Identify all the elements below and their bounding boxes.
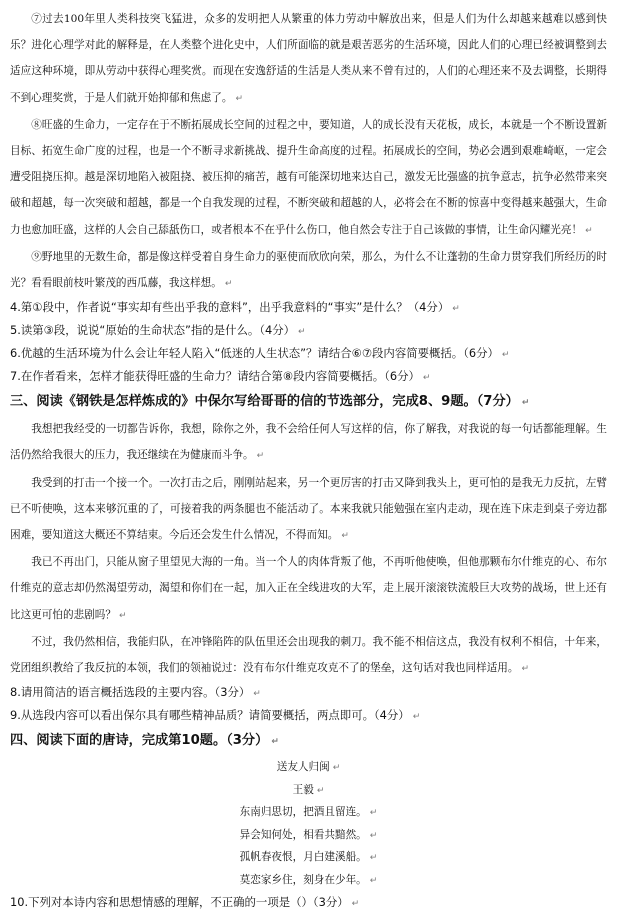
poem-line: 东南归思切，把酒且留连。 ↵ xyxy=(239,806,378,819)
paragraph-mark-icon: ↵ xyxy=(332,763,341,774)
question-9: 9.从选段内容可以看出保尔具有哪些精神品质？请简要概括，两点即可。（4分） ↵ xyxy=(10,708,421,723)
section-3-heading: 三、阅读《钢铁是怎样炼成的》中保尔写给哥哥的信的节选部分，完成8、9题。（7分） ↵ xyxy=(10,394,530,410)
question-4: 4.第①段中，作者说“事实却有些出乎我的意料”，出乎我意料的“事实”是什么？（4分） ↵ xyxy=(10,300,460,315)
poem-line: 孤帆春夜恨，月白建溪船。 ↵ xyxy=(239,851,378,864)
poem-title: 送友人归闽 ↵ xyxy=(276,761,341,774)
paragraph-mark-icon: ↵ xyxy=(351,899,360,910)
paragraph-mark-icon: ↵ xyxy=(521,664,530,675)
question-10: 10.下列对本诗内容和思想情感的理解，不正确的一项是（）（3分） ↵ xyxy=(10,895,360,910)
paragraph-mark-icon: ↵ xyxy=(585,225,593,236)
paragraph-mark-icon: ↵ xyxy=(369,830,378,841)
poem-line: 异会知何处，相看共黯然。 ↵ xyxy=(239,828,378,841)
passage-paragraph-9: ⑨野地里的无数生命，都是像这样受着自身生命力的驱使而欣欣向荣，那么，为什么不让蓬勃的生命力贯穿我们所经历的时光？看看眼前枝叶繁茂的西瓜藤，我这样想。 ↵ xyxy=(10,250,607,290)
paragraph-mark-icon: ↵ xyxy=(271,737,279,748)
paragraph-mark-icon: ↵ xyxy=(256,451,265,462)
question-6: 6.优越的生活环境为什么会让年轻人陷入“低迷的人生状态”？请结合⑥⑦段内容简要概括。（6分） ↵ xyxy=(10,346,510,361)
paragraph-mark-icon: ↵ xyxy=(369,875,378,886)
passage-paragraph-8: ⑧旺盛的生命力，一定存在于不断拓展成长空间的过程之中，要知道，人的成长没有天花板，成长，本就是一个不断设置新目标、拓宽生命广度的过程，也是一个不断寻求新挑战、提升生命高度的过程。拓展成长的空间，势必会遇到艰难崎岖，一定会遭受阻挠压抑。越是深切地陷入被阻挠、被压抑的痛苦，越有可能深切地来达自己，激发无比强盛的抗争意志，抗争必然带来突破和超越，每一次突破和超越，都是一个自我发现的过程，不断突破和超越的人，必将会在不断的惊喜中变得越来越强大，生命力也愈加旺盛，这样的人会自己舔舐伤口，或者根本不在乎什么伤口，他自然会专注于自己该做的事情，让生命闪耀光亮！ ↵ xyxy=(10,118,607,236)
paragraph-mark-icon: ↵ xyxy=(253,689,261,700)
paragraph-mark-icon: ↵ xyxy=(118,610,127,621)
question-5: 5.读第③段，说说“原始的生命状态”指的是什么。（4分） ↵ xyxy=(10,323,306,338)
paragraph-mark-icon: ↵ xyxy=(452,304,460,315)
paragraph-mark-icon: ↵ xyxy=(298,327,306,338)
paragraph-mark-icon: ↵ xyxy=(501,350,510,361)
paragraph-mark-icon: ↵ xyxy=(316,785,325,796)
letter-paragraph-4: 不过，我仍然相信，我能归队，在冲锋陷阵的队伍里还会出现我的刺刀。我不能不相信这点，我没有权利不相信，十年来，党团组织教给了我反抗的本领，我们的领袖说过：没有布尔什维克攻克不了的堡垒，这句话对我也同样适用。 ↵ xyxy=(10,635,607,675)
question-7: 7.在作者看来，怎样才能获得旺盛的生命力？请结合第⑧段内容简要概括。（6分） ↵ xyxy=(10,369,431,384)
paragraph-mark-icon: ↵ xyxy=(341,531,349,542)
paragraph-mark-icon: ↵ xyxy=(235,93,244,104)
paragraph-mark-icon: ↵ xyxy=(412,712,421,723)
passage-paragraph-7: ⑦过去100年里人类科技突飞猛进，众多的发明把人从繁重的体力劳动中解放出来，但是人们为什么却越来越难以感到快乐？进化心理学对此的解释是，在人类整个进化史中，人们所面临的就是艰苦恶劣的生活环境，因此人们的心理已经被调整到去适应这种环境，即从劳动中获得心理奖赏。而现在安逸舒适的生活是人类从来不曾有过的，人们的心理还来不及去调整，长期得不到心理奖赏，于是人们就开始抑郁和焦虑了。 ↵ xyxy=(10,13,607,104)
paragraph-mark-icon: ↵ xyxy=(224,279,233,290)
question-8: 8.请用简洁的语言概括选段的主要内容。（3分） ↵ xyxy=(10,685,261,700)
letter-paragraph-2: 我受到的打击一个接一个。一次打击之后，刚刚站起来，另一个更厉害的打击又降到我头上，更可怕的是我无力反抗，左臂已不听使唤，这本来够沉重的了，可接着我的两条腿也不能活动了。本来我就只能勉强在室内走动，现在连下床走到桌子旁边都困难，要知道这大概还不算结束。今后还会发生什么情况，不得而知。 ↵ xyxy=(10,476,607,542)
section-4-heading: 四、阅读下面的唐诗，完成第10题。（3分） ↵ xyxy=(10,733,279,749)
paragraph-mark-icon: ↵ xyxy=(369,853,378,864)
paragraph-mark-icon: ↵ xyxy=(521,398,530,409)
poem-author: 王毅 ↵ xyxy=(292,783,325,796)
letter-paragraph-1: 我想把我经受的一切都告诉你，我想，除你之外，我不会给任何人写这样的信，你了解我，对我说的每一句话都能理解。生活仍然给我很大的压力，我还继续在为健康而斗争。 ↵ xyxy=(10,423,607,462)
letter-paragraph-3: 我已不再出门，只能从窗子里望见大海的一角。当一个人的肉体背叛了他，不再听他使唤，但他那颗布尔什维克的心、布尔什维克的意志却仍然渴望劳动，渴望和你们在一起，加入正在全线进攻的大军，走上展开滚滚铁流般巨大攻势的战场，世上还有比这更可怕的悲剧吗？ ↵ xyxy=(10,556,607,621)
paragraph-mark-icon: ↵ xyxy=(369,808,378,819)
paragraph-mark-icon: ↵ xyxy=(422,373,431,384)
poem-line: 莫恋家乡住，刻身在少年。 ↵ xyxy=(239,873,378,886)
